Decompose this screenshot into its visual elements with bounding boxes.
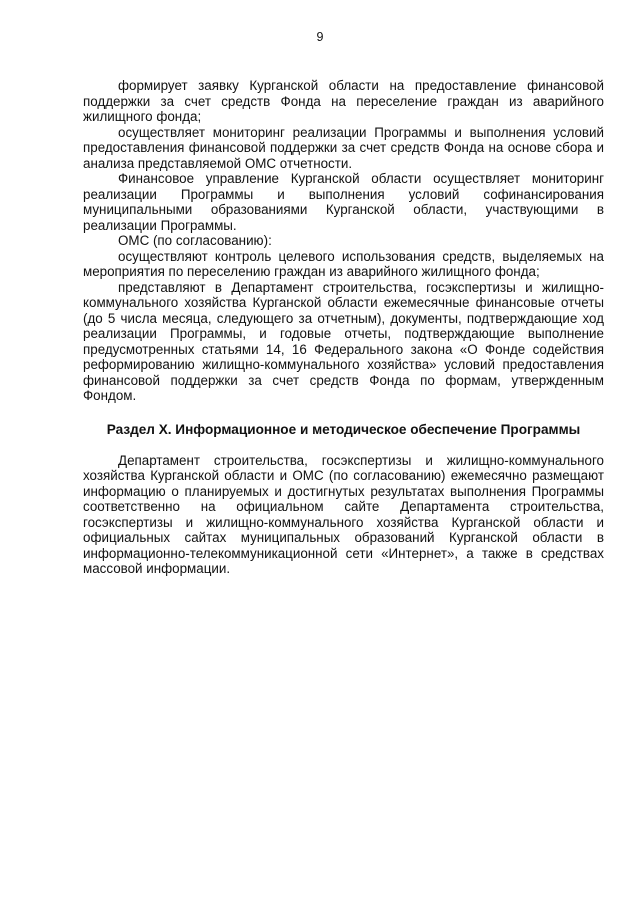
- page-number: 9: [316, 30, 324, 44]
- section-heading: Раздел X. Информационное и методическое обеспечение Программы: [106, 421, 581, 437]
- paragraph-monitoring: осуществляет мониторинг реализации Программы и выполнения условий предоставления финансовой поддержки за счет средств Фонда на основе сбора и анализа представляемой ОМС отчетности.: [83, 124, 604, 171]
- paragraph-oms-reports: представляют в Департамент строительства, госэкспертизы и жилищно-коммунального хозяйства Курганской области ежемесячные финансовые отчеты (до 5 числа месяца, следующего за отчетным), документы, подтверждающие ход реализации Программы, и годовые отчеты, подтверждающие выполнение предусмотренных статьями 14, 16 Федерального закона «О Фонде содействия реформированию жилищно-коммунального хозяйства» условий предоставления финансовой поддержки за счет средств Фонда по формам, утвержденным Фондом.: [83, 279, 604, 403]
- paragraph-form-request: формирует заявку Курганской области на предоставление финансовой поддержки за счет средств Фонда на переселение граждан из аварийного жилищного фонда;: [83, 78, 604, 124]
- paragraph-finance-department: Финансовое управление Курганской области осуществляет мониторинг реализации Программы и выполнения условий софинансирования муниципальными образованиями Курганской области, участвующими в реализации Программы.: [83, 171, 604, 233]
- paragraph-oms-heading: ОМС (по согласованию):: [118, 233, 272, 248]
- document-body: [83, 78, 604, 577]
- paragraph-oms-control: осуществляют контроль целевого использования средств, выделяемых на мероприятия по переселению граждан из аварийного жилищного фонда;: [83, 248, 604, 279]
- paragraph-information-support: Департамент строительства, госэкспертизы и жилищно-коммунального хозяйства Курганской области и ОМС (по согласованию) ежемесячно размещают информацию о планируемых и достигнутых результатах выполнения Программы соответственно на официальном сайте Департамента строительства, госэкспертизы и жилищно-коммунального хозяйства Курганской области и официальных сайтах муниципальных образований Курганской области в информационно-телекоммуникационной сети «Интернет», а также в средствах массовой информации.: [83, 452, 604, 576]
